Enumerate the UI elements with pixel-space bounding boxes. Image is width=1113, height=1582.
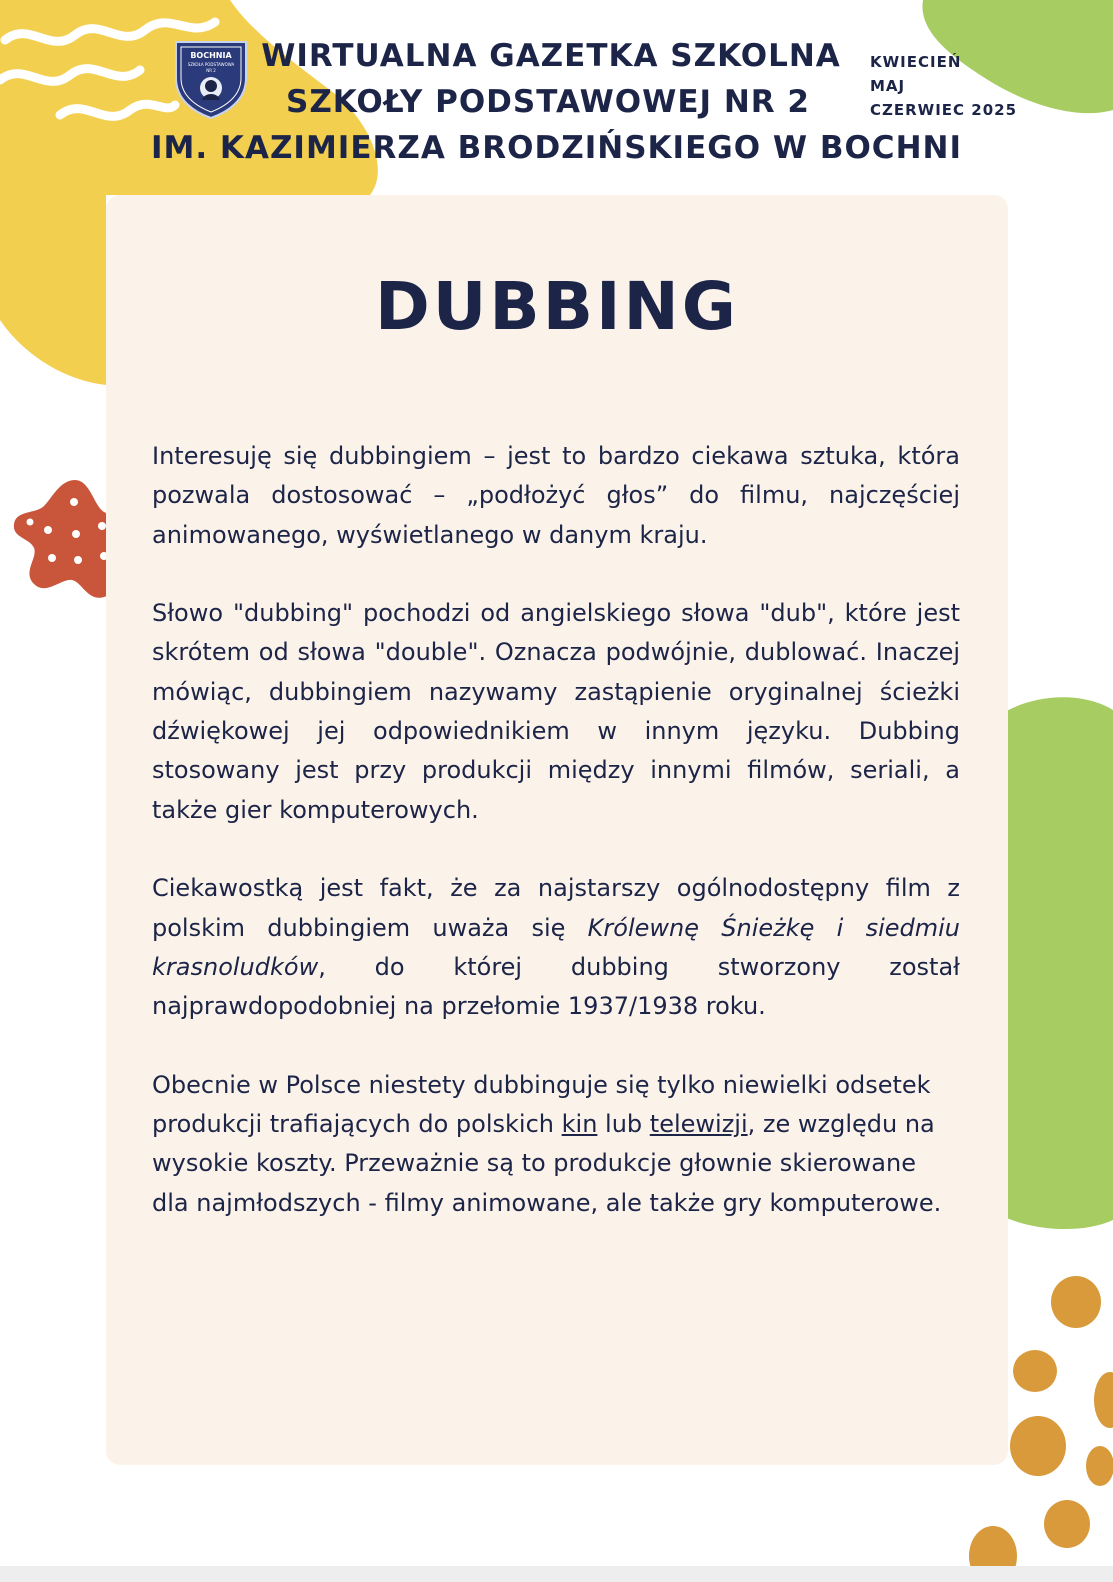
paragraph-4-end: , ze względu na wysokie koszty. Przeważnie są to produkcje głownie skierowane dla najmłodszych - filmy animowane, ale także gry komputerowe. — [152, 1110, 942, 1217]
film-title: Królewnę Śnieżkę i siedmiu krasnoludków — [152, 913, 960, 981]
link-telewizji[interactable]: telewizji — [649, 1110, 748, 1139]
paragraph-3 — [152, 869, 960, 1026]
issue-date — [870, 50, 1017, 122]
logo-sub-text: SZKOŁA PODSTAWOWA — [187, 62, 235, 67]
paragraph-4 — [152, 1066, 960, 1223]
link-kin[interactable]: kin — [561, 1110, 598, 1139]
article-title: DUBBING — [375, 268, 739, 345]
green-blob-right-decoration — [1000, 695, 1113, 1235]
paragraph-2: Słowo "dubbing" pochodzi od angielskiego słowa "dub", które jest skrótem od słowa "double". Oznacza podwójnie, dublować. Inaczej mówiąc, dubbingiem nazywamy zastąpienie oryginalnej ścieżki dźwiękowej jej odpowiednikiem w innym języku. Dubbing stosowany jest przy produkcji między innymi filmów, seriali, a także gier komputerowych. — [152, 599, 960, 824]
paragraph-1: Interesuję się dubbingiem – jest to bardzo ciekawa sztuka, która pozwala dostosować – „podłożyć głos” do filmu, najczęściej animowanego, wyświetlanego w danym kraju. — [152, 442, 960, 549]
paragraph-3-end: , do której dubbing stworzony został najprawdopodobniej na przełomie 1937/1938 roku. — [152, 952, 960, 1021]
header-title-line-2: SZKOŁY PODSTAWOWEJ NR 2 — [286, 84, 810, 120]
paragraph-4-mid: lub — [597, 1110, 650, 1139]
paragraph-3-start: Ciekawostką jest fakt, że za najstarszy ogólnodostępny film z polskim dubbingiem uważa się — [152, 874, 960, 942]
logo-top-text: BOCHNIA — [190, 51, 232, 60]
issue-month-3-year: CZERWIEC 2025 — [870, 101, 1018, 119]
logo-nr-text: NR 2 — [206, 68, 216, 73]
article-body — [152, 437, 960, 1262]
paragraph-4-start: Obecnie w Polsce niestety dubbinguje się tylko niewielki odsetek produkcji trafiających do polskich — [152, 1070, 931, 1139]
header-title-line-1: WIRTUALNA GAZETKA SZKOLNA — [261, 38, 841, 74]
bottom-bar — [0, 1566, 1113, 1582]
header-title-line-3: IM. KAZIMIERZA BRODZIŃSKIEGO W BOCHNI — [150, 130, 962, 166]
issue-month-1: KWIECIEŃ — [870, 53, 962, 71]
issue-month-2: MAJ — [870, 77, 906, 95]
